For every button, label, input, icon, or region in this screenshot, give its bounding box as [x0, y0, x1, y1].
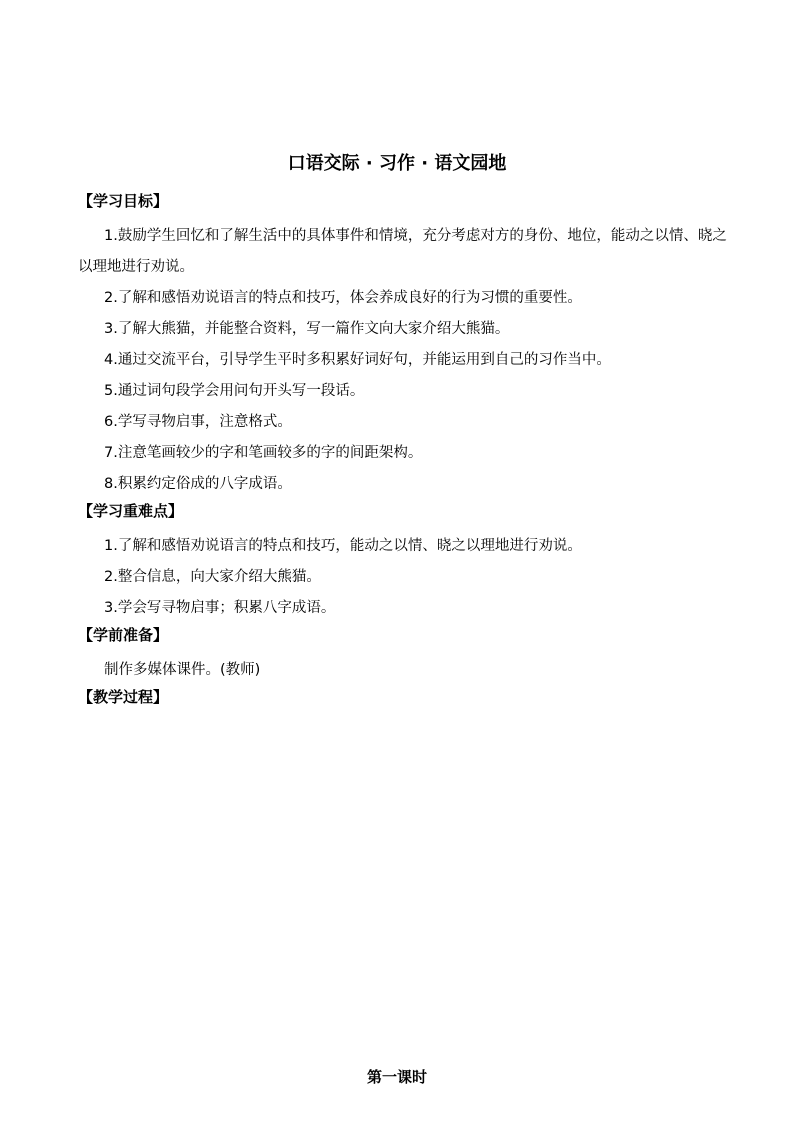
list-item: 3.了解大熊猫，并能整合资料，写一篇作文向大家介绍大熊猫。 [104, 321, 510, 337]
list-item: 1.鼓励学生回忆和了解生活中的具体事件和情境，充分考虑对方的身份、地位，能动之以情、晓之以理地进行劝说。 [78, 228, 727, 275]
list-item: 3.学会写寻物启事；积累八字成语。 [104, 600, 336, 616]
section-heading: 【教学过程】 [78, 688, 169, 706]
list-item: 5.通过词句段学会用问句开头写一段话。 [104, 383, 365, 399]
list-item: 4.通过交流平台，引导学生平时多积累好词好句，并能运用到自己的习作当中。 [104, 352, 611, 368]
list-item: 7.注意笔画较少的字和笔画较多的字的间距架构。 [104, 445, 423, 461]
list-item: 2.整合信息，向大家介绍大熊猫。 [104, 569, 321, 585]
page-footer: 第一课时 [366, 1068, 427, 1086]
section-objectives [78, 190, 738, 500]
document-body [78, 190, 738, 717]
section-process [78, 686, 738, 717]
list-item: 1.了解和感悟劝说语言的特点和技巧，能动之以情、晓之以理地进行劝说。 [104, 538, 582, 554]
section-key-points [78, 500, 738, 624]
section-heading: 【学前准备】 [78, 626, 169, 644]
section-preparation [78, 624, 738, 686]
list-item: 6.学写寻物启事，注意格式。 [104, 414, 292, 430]
section-heading: 【学习重难点】 [78, 502, 184, 520]
list-item: 2.了解和感悟劝说语言的特点和技巧，体会养成良好的行为习惯的重要性。 [104, 290, 582, 306]
page-title: 口语交际 · 习作 · 语文园地 [287, 153, 507, 174]
section-heading: 【学习目标】 [78, 192, 169, 210]
list-item: 制作多媒体课件。(教师) [104, 662, 261, 678]
list-item: 8.积累约定俗成的八字成语。 [104, 476, 292, 492]
